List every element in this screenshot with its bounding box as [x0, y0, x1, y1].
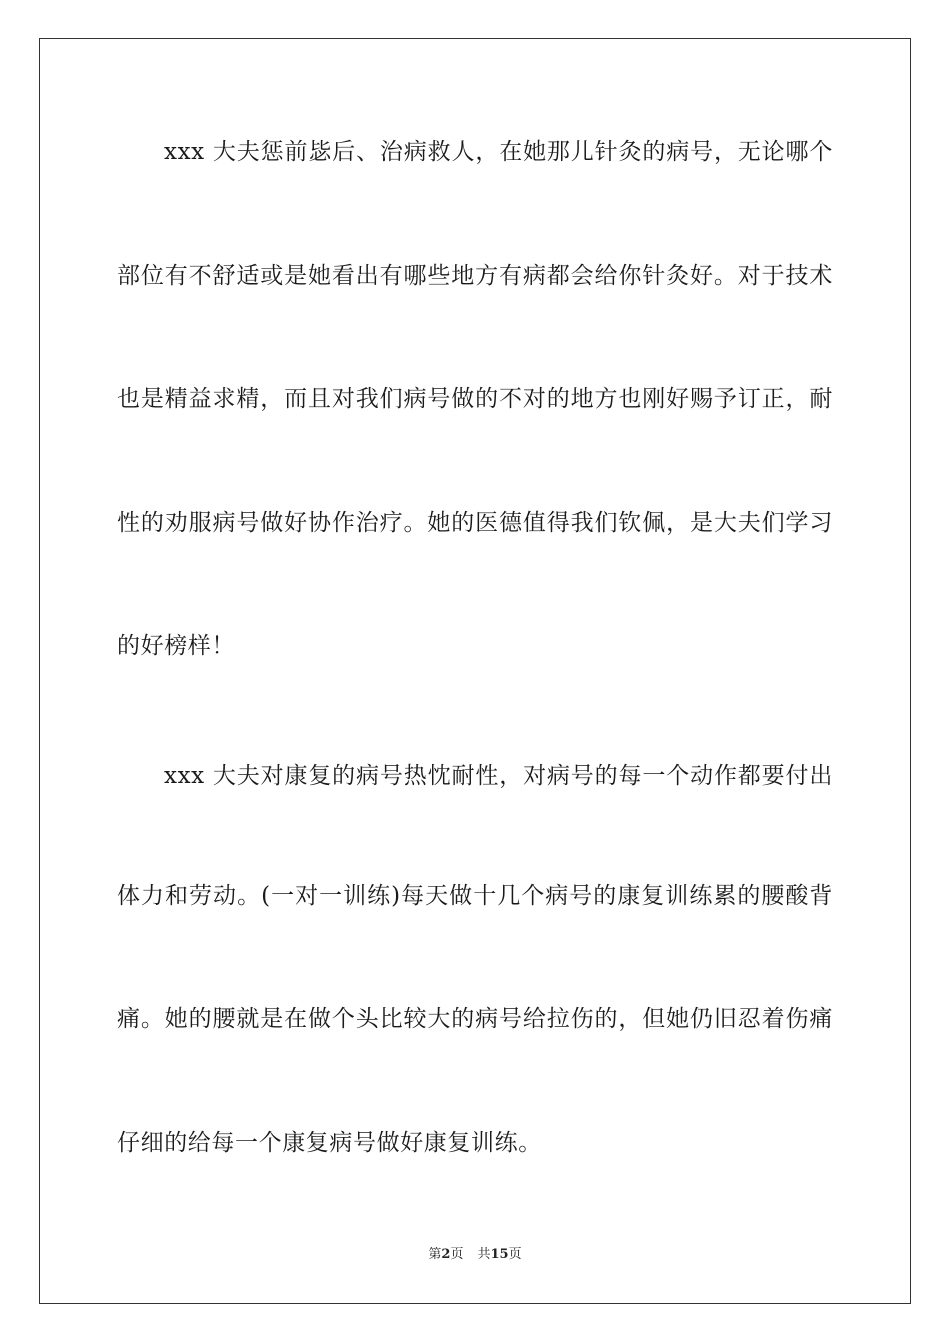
text-line: 性的劝服病号做好协作治疗。她的医德值得我们钦佩，是大夫们学习: [117, 510, 833, 536]
footer-prefix: 第: [428, 1247, 442, 1262]
footer-page-suffix: 页: [450, 1247, 464, 1262]
text-line: xxx 大夫惩前毖后、治病救人，在她那儿针灸的病号，无论哪个: [164, 139, 833, 165]
total-pages-number: 15: [490, 1247, 509, 1262]
text-line: 的好榜样！: [117, 633, 235, 659]
footer-total-suffix: 页: [508, 1247, 522, 1262]
text-line: 也是精益求精，而且对我们病号做的不对的地方也刚好赐予订正，耐: [117, 386, 833, 412]
page-border: [39, 38, 911, 1304]
text-line: 痛。她的腰就是在做个头比较大的病号给拉伤的，但她仍旧忍着伤痛: [117, 1006, 833, 1032]
footer-total-prefix: 共: [477, 1247, 491, 1262]
text-line: 体力和劳动。(一对一训练)每天做十几个病号的康复训练累的腰酸背: [117, 883, 833, 909]
current-page-number: 2: [441, 1247, 451, 1262]
page-footer: [0, 1246, 950, 1264]
text-line: 部位有不舒适或是她看出有哪些地方有病都会给你针灸好。对于技术: [117, 263, 833, 289]
text-line: xxx 大夫对康复的病号热忱耐性，对病号的每一个动作都要付出: [164, 763, 833, 789]
text-line: 仔细的给每一个康复病号做好康复训练。: [117, 1130, 542, 1156]
